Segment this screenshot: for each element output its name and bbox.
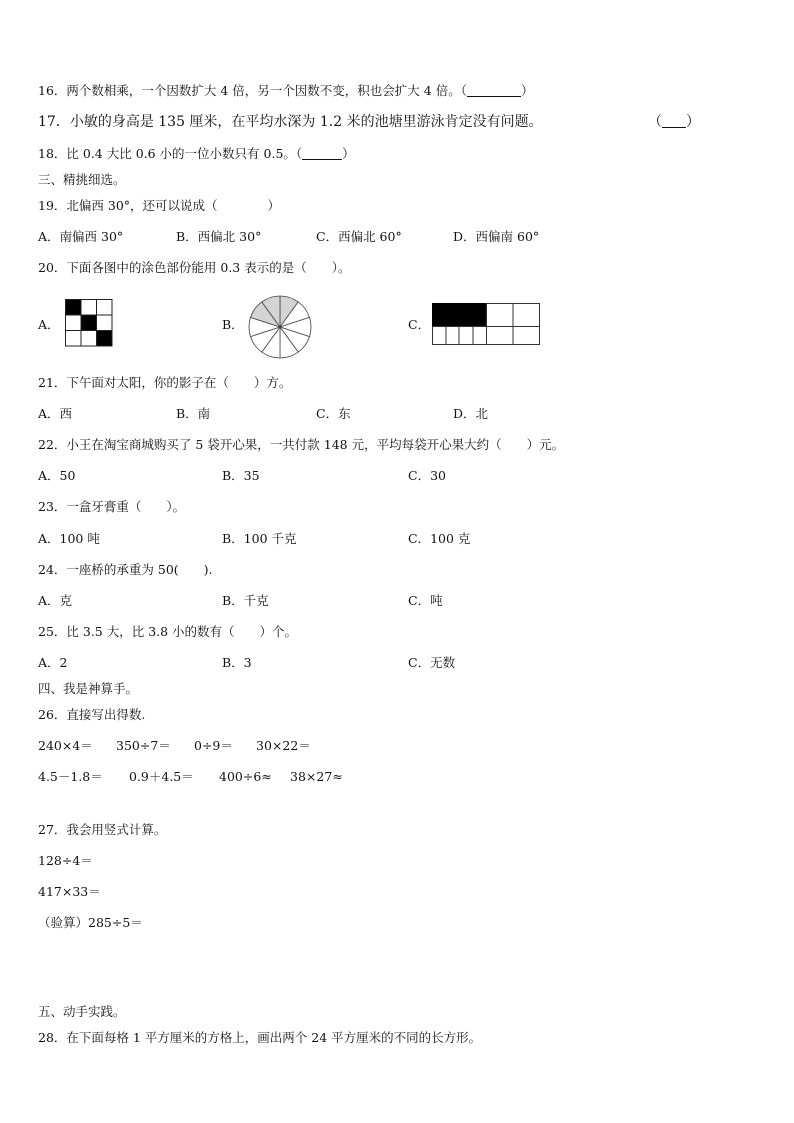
q26-expr: 0.9＋4.5＝: [129, 769, 194, 784]
q22-option-c[interactable]: C．30: [408, 468, 446, 483]
q20-option-c[interactable]: C．: [408, 317, 431, 332]
bar-bottom-dividers: [446, 327, 513, 345]
q19-option-b[interactable]: B．西偏北 30°: [176, 229, 262, 244]
q16-blank[interactable]: [467, 84, 521, 97]
q17-blank[interactable]: [662, 115, 686, 128]
q20-grid-figure: [65, 299, 113, 347]
q17-text: 17．小敏的身高是 135 厘米，在平均水深为 1.2 米的池塘里游泳肯定没有问题。: [38, 114, 543, 130]
q23-option-b[interactable]: B．100 千克: [222, 531, 297, 546]
grid-cell: [81, 300, 97, 316]
circle-sectors: [249, 296, 311, 358]
q20-option-a[interactable]: A．: [38, 317, 60, 332]
q26-expr: 38×27≈: [290, 769, 343, 784]
q20-circle-figure: [247, 294, 313, 360]
q25-option-a[interactable]: A．2: [38, 655, 68, 670]
q24-option-c[interactable]: C．吨: [408, 593, 443, 608]
q21-option-a[interactable]: A．西: [38, 406, 73, 421]
q19-option-a[interactable]: A．南偏西 30°: [38, 229, 124, 244]
q25-option-c[interactable]: C．无数: [408, 655, 456, 670]
section-5-heading: 五、动手实践。: [38, 1004, 126, 1019]
q23-option-c[interactable]: C．100 克: [408, 531, 471, 546]
q18-text: 18．比 0.4 大比 0.6 小的一位小数只有 0.5。（: [38, 146, 303, 161]
grid-cell: [66, 315, 82, 331]
q21-option-b[interactable]: B．南: [176, 406, 211, 421]
q25-option-b[interactable]: B．3: [222, 655, 252, 670]
q18-blank[interactable]: [302, 147, 342, 160]
grid-cell-filled: [97, 331, 113, 347]
grid-cell: [97, 315, 113, 331]
q21-option-c[interactable]: C．东: [316, 406, 351, 421]
grid-cell: [66, 331, 82, 347]
q26-expr: 400÷6≈: [219, 769, 272, 784]
question-22: 22．小王在淘宝商城购买了 5 袋开心果，一共付款 148 元，平均每袋开心果大约（ ）元。: [38, 437, 565, 452]
question-23: 23．一盒牙膏重（ ）。: [38, 499, 186, 514]
grid-cell: [97, 300, 113, 316]
question-21: 21．下午面对太阳，你的影子在（ ）方。: [38, 375, 292, 390]
q20-option-b[interactable]: B．: [222, 317, 244, 332]
question-19: 19．北偏西 30°，还可以说成（ ）: [38, 198, 281, 213]
q17-answer: [648, 114, 700, 130]
q24-option-b[interactable]: B．千克: [222, 593, 269, 608]
q21-option-d[interactable]: D．北: [453, 406, 489, 421]
q22-option-a[interactable]: A．50: [38, 468, 76, 483]
q17-close: ）: [686, 114, 700, 130]
q26-expr: 30×22＝: [256, 738, 311, 753]
question-28: 28．在下面每格 1 平方厘米的方格上，画出两个 24 平方厘米的不同的长方形。: [38, 1030, 482, 1045]
bar-filled-block: [433, 304, 487, 327]
question-17: [38, 114, 543, 130]
q20-bar-figure: [432, 303, 541, 346]
q22-option-b[interactable]: B．35: [222, 468, 260, 483]
section-3-heading: 三、精挑细选。: [38, 172, 126, 187]
q23-option-a[interactable]: A．100 吨: [38, 531, 100, 546]
question-24: 24．一座桥的承重为 50( ).: [38, 562, 213, 577]
grid-cell-filled: [66, 300, 82, 316]
q24-option-a[interactable]: A．克: [38, 593, 73, 608]
q27-item: （验算）285÷5＝: [38, 915, 143, 930]
question-16: [38, 83, 533, 99]
q18-close: ）: [342, 146, 355, 161]
q16-close: ）: [520, 83, 534, 98]
q26-expr: 4.5－1.8＝: [38, 769, 103, 784]
question-20: 20．下面各图中的涂色部份能用 0.3 表示的是（ ）。: [38, 260, 351, 275]
q17-open: （: [648, 114, 662, 130]
section-4-heading: 四、我是神算手。: [38, 681, 139, 696]
q27-item: 417×33＝: [38, 884, 101, 899]
grid-cell-filled: [81, 315, 97, 331]
question-18: [38, 146, 355, 162]
q27-item: 128÷4＝: [38, 853, 93, 868]
grid-cell: [81, 331, 97, 347]
question-26: 26．直接写出得数.: [38, 707, 146, 722]
q19-option-c[interactable]: C．西偏北 60°: [316, 229, 402, 244]
question-25: 25．比 3.5 大，比 3.8 小的数有（ ）个。: [38, 624, 298, 639]
q26-expr: 350÷7＝: [116, 738, 171, 753]
question-27: 27．我会用竖式计算。: [38, 822, 167, 837]
grid-a-cells: [66, 300, 113, 347]
q16-text: 16．两个数相乘，一个因数扩大 4 倍，另一个因数不变，积也会扩大 4 倍。（: [38, 83, 467, 98]
q26-expr: 240×4＝: [38, 738, 93, 753]
q26-expr: 0÷9＝: [194, 738, 233, 753]
q19-option-d[interactable]: D．西偏南 60°: [453, 229, 540, 244]
